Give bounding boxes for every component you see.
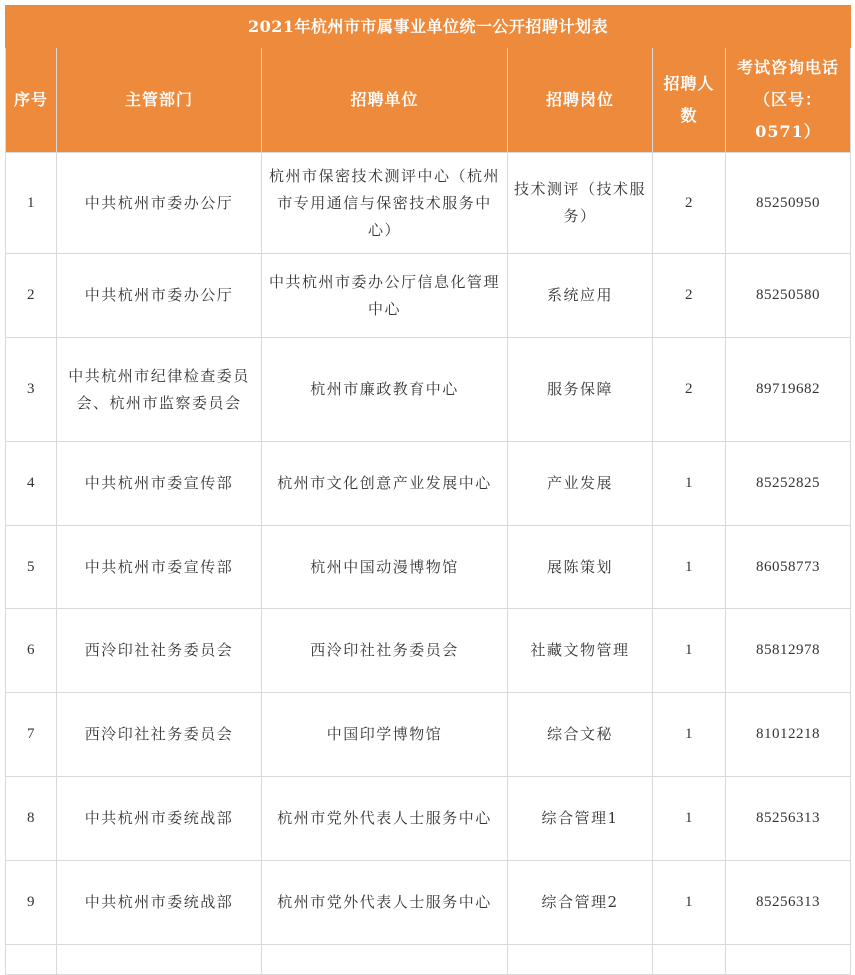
- cell-count: 2: [653, 254, 726, 338]
- cell-phone: 85256313: [726, 861, 851, 945]
- cell-dept: 中共杭州市纪律检查委员会、杭州市监察委员会: [57, 338, 262, 442]
- cell-unit: 杭州中国动漫博物馆: [262, 526, 508, 609]
- cell-seq: 5: [6, 526, 57, 609]
- cell-empty: [6, 945, 57, 975]
- cell-count: 2: [653, 338, 726, 442]
- cell-count: 1: [653, 609, 726, 693]
- cell-empty: [508, 945, 653, 975]
- cell-count: 1: [653, 526, 726, 609]
- cell-seq: 6: [6, 609, 57, 693]
- table-row: [6, 442, 851, 526]
- cell-count: 1: [653, 693, 726, 777]
- header-dept: 主管部门: [57, 48, 262, 153]
- header-seq: 序号: [6, 48, 57, 153]
- table-row: [6, 153, 851, 254]
- table-row: [6, 693, 851, 777]
- cell-post: 系统应用: [508, 254, 653, 338]
- cell-phone: 85250580: [726, 254, 851, 338]
- cell-unit: 杭州市文化创意产业发展中心: [262, 442, 508, 526]
- cell-seq: 4: [6, 442, 57, 526]
- cell-post: 综合管理2: [508, 861, 653, 945]
- recruitment-plan-table: [5, 5, 851, 975]
- cell-post: 服务保障: [508, 338, 653, 442]
- cell-dept: 西泠印社社务委员会: [57, 609, 262, 693]
- cell-empty: [57, 945, 262, 975]
- cell-post: 产业发展: [508, 442, 653, 526]
- cell-phone: 89719682: [726, 338, 851, 442]
- cell-seq: 1: [6, 153, 57, 254]
- cell-unit: 中共杭州市委办公厅信息化管理中心: [262, 254, 508, 338]
- cell-unit: 中国印学博物馆: [262, 693, 508, 777]
- cell-unit: 杭州市党外代表人士服务中心: [262, 861, 508, 945]
- cell-dept: 西泠印社社务委员会: [57, 693, 262, 777]
- cell-unit: 杭州市保密技术测评中心（杭州市专用通信与保密技术服务中心）: [262, 153, 508, 254]
- cell-dept: 中共杭州市委办公厅: [57, 153, 262, 254]
- cell-seq: 7: [6, 693, 57, 777]
- cell-phone: 85256313: [726, 777, 851, 861]
- cell-empty: [726, 945, 851, 975]
- recruitment-plan-document: [5, 5, 850, 975]
- cell-dept: 中共杭州市委办公厅: [57, 254, 262, 338]
- cell-seq: 3: [6, 338, 57, 442]
- cell-empty: [653, 945, 726, 975]
- cell-dept: 中共杭州市委统战部: [57, 861, 262, 945]
- cell-phone: 81012218: [726, 693, 851, 777]
- cell-phone: 86058773: [726, 526, 851, 609]
- header-post: 招聘岗位: [508, 48, 653, 153]
- cell-unit: 西泠印社社务委员会: [262, 609, 508, 693]
- cell-seq: 2: [6, 254, 57, 338]
- table-row: [6, 777, 851, 861]
- cell-seq: 9: [6, 861, 57, 945]
- cell-empty: [262, 945, 508, 975]
- cell-unit: 杭州市党外代表人士服务中心: [262, 777, 508, 861]
- cell-dept: 中共杭州市委宣传部: [57, 442, 262, 526]
- cell-post: 社藏文物管理: [508, 609, 653, 693]
- cell-post: 综合管理1: [508, 777, 653, 861]
- header-unit: 招聘单位: [262, 48, 508, 153]
- cell-post: 展陈策划: [508, 526, 653, 609]
- cell-unit: 杭州市廉政教育中心: [262, 338, 508, 442]
- cell-seq: 8: [6, 777, 57, 861]
- table-row: [6, 609, 851, 693]
- header-count: 招聘人数: [653, 48, 726, 153]
- cell-count: 1: [653, 442, 726, 526]
- table-row: [6, 338, 851, 442]
- cell-count: 2: [653, 153, 726, 254]
- header-phone: 考试咨询电话（区号：0571）: [726, 48, 851, 153]
- table-row-partial: [6, 945, 851, 975]
- table-row: [6, 254, 851, 338]
- cell-count: 1: [653, 777, 726, 861]
- table-row: [6, 526, 851, 609]
- cell-phone: 85252825: [726, 442, 851, 526]
- table-title: 2021年杭州市市属事业单位统一公开招聘计划表: [6, 6, 851, 48]
- cell-dept: 中共杭州市委宣传部: [57, 526, 262, 609]
- cell-phone: 85250950: [726, 153, 851, 254]
- cell-post: 综合文秘: [508, 693, 653, 777]
- cell-post: 技术测评（技术服务）: [508, 153, 653, 254]
- cell-phone: 85812978: [726, 609, 851, 693]
- table-row: [6, 861, 851, 945]
- cell-count: 1: [653, 861, 726, 945]
- cell-dept: 中共杭州市委统战部: [57, 777, 262, 861]
- header-row: [6, 48, 851, 153]
